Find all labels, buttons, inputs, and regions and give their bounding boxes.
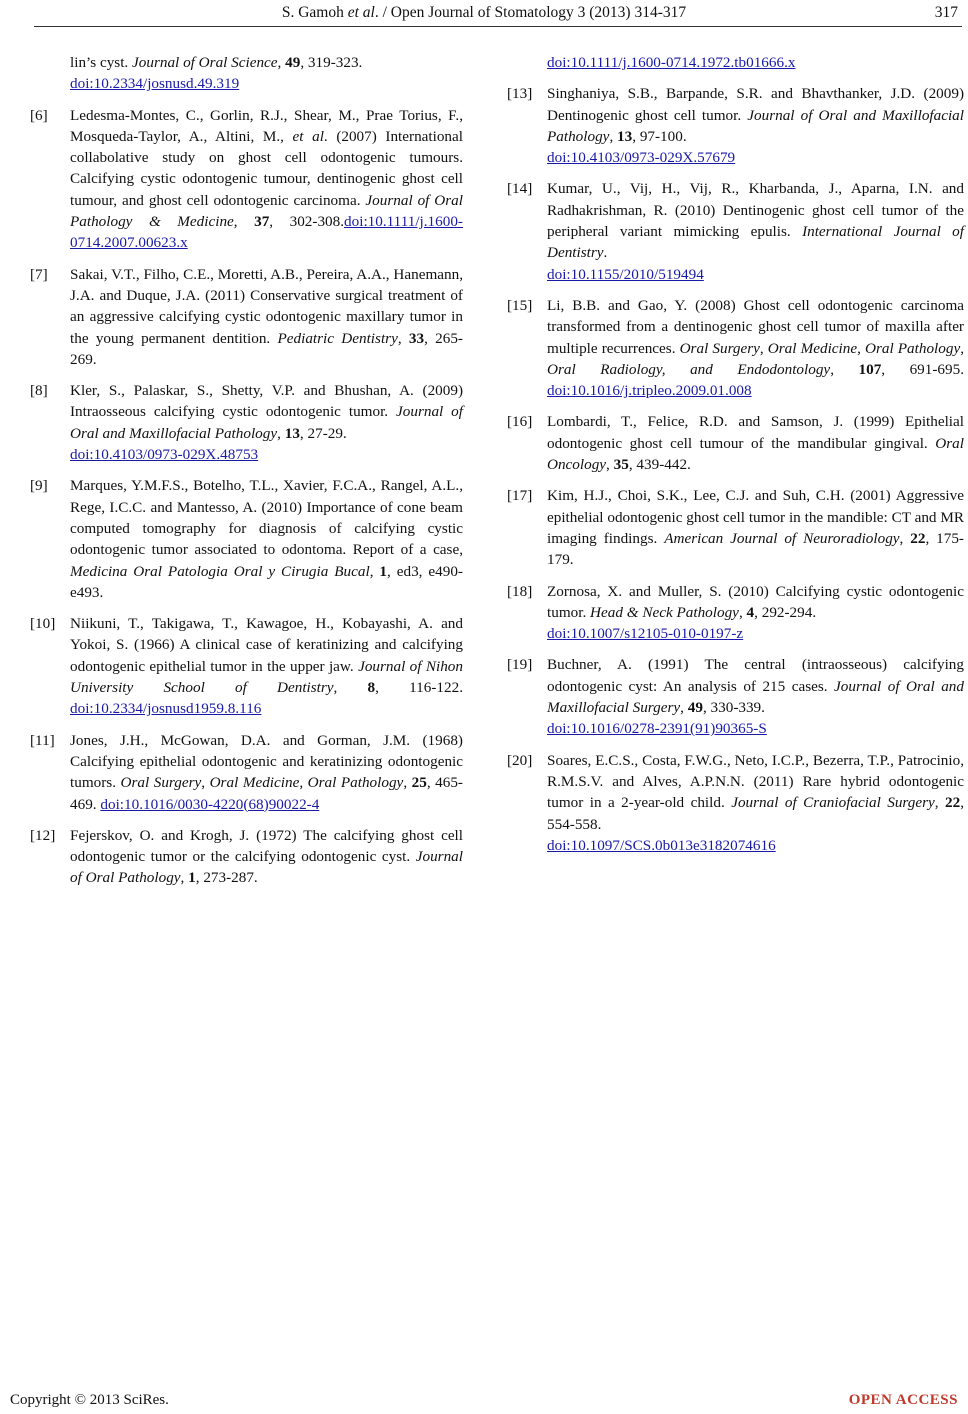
- reference-number: [8]: [30, 382, 48, 400]
- copyright-notice: Copyright © 2013 SciRes.: [10, 1392, 169, 1408]
- reference-number: [7]: [30, 265, 48, 283]
- doi-link[interactable]: doi:10.1016/0030-4220(68)90022-4: [100, 795, 320, 813]
- doi-link[interactable]: doi:10.4103/0973-029X.48753: [70, 446, 259, 464]
- reference-20: [20] Soares, E.C.S., Costa, F.W.G., Neto, I.C.P., Bezerra, T.P., Patrocinio, R.M.S.V. and Alves, A.P.N.N. (2011) Rare hybrid odontogenic tumor in a 2-year-old child. Journal of Craniofacial Surgery, 22, 554-558. doi:10.1097/SCS.0b013e3182074616: [507, 751, 964, 854]
- reference-number: [10]: [30, 615, 56, 633]
- reference-11: [11] Jones, J.H., McGowan, D.A. and Gorman, J.M. (1968) Calcifying epithelial odontogenic and keratinizing odontogenic tumors. Oral Surgery, Oral Medicine, Oral Pathology, 25, 465-469. doi:10.1016/0030-4220(68)90022-4: [30, 731, 463, 813]
- reference-number: [20]: [507, 751, 533, 769]
- running-title: S. Gamoh et al. / Open Journal of Stomatology 3 (2013) 314-317: [281, 4, 687, 21]
- reference-number: [6]: [30, 106, 48, 124]
- reference-number: [12]: [30, 826, 56, 844]
- doi-link[interactable]: doi:10.2334/josnusd1959.8.116: [70, 700, 262, 718]
- reference-13: [13] Singhaniya, S.B., Barpande, S.R. and Bhavthanker, J.D. (2009) Dentinogenic ghost cell tumor. Journal of Oral and Maxillofacial Pathology, 13, 97-100. doi:10.4103/0973-029X.57679: [507, 85, 964, 167]
- doi-link[interactable]: doi:10.1016/j.tripleo.2009.01.008: [547, 382, 752, 400]
- reference-number: [18]: [507, 582, 533, 600]
- doi-link[interactable]: doi:10.1111/j.1600-0714.1972.tb01666.x: [547, 54, 796, 71]
- reference-number: [13]: [507, 85, 533, 103]
- doi-link[interactable]: doi:10.1007/s12105-010-0197-z: [547, 625, 744, 643]
- reference-number: [14]: [507, 180, 533, 198]
- reference-number: [16]: [507, 413, 533, 431]
- reference-number: [11]: [30, 731, 55, 749]
- reference-6: [6] Ledesma-Montes, C., Gorlin, R.J., Shear, M., Prae Torius, F., Mosqueda-Taylor, A., Altini, M., et al. (2007) International collabolative study on ghost cell odontogenic tumours. Calcifying cystic odontogenic tumour, dentinogenic ghost cell tumour, and ghost cell odontogenic carcinoma. Journal of Oral Pathology & Medicine, 37, 302-308.doi:10.1111/j.1600-0714.2007.00623.x: [30, 106, 463, 252]
- reference-16: [16] Lombardi, T., Felice, R.D. and Samson, J. (1999) Epithelial odontogenic ghost cell tumour of the mandibular gingival. Oral Oncology, 35, 439-442.: [507, 413, 964, 474]
- open-access-label: OPEN ACCESS: [848, 1392, 958, 1408]
- reference-7: [7] Sakai, V.T., Filho, C.E., Moretti, A.B., Pereira, A.A., Hanemann, J.A. and Duque, J.A. (2011) Conservative surgical treatment of an aggressive calcifying cystic odontogenic maxillary tumor in the young permanent dentition. Pediatric Dentistry, 33, 265-269.: [30, 265, 463, 368]
- reference-number: [9]: [30, 477, 48, 495]
- reference-10: [10] Niikuni, T., Takigawa, T., Kawagoe, H., Kobayashi, A. and Yokoi, S. (1966) A clinical case of keratinizing and calcifying odontogenic epithelial tumor in the upper jaw. Journal of Nihon University School of Dentistry, 8, 116-122. doi:10.2334/josnusd1959.8.116: [30, 615, 463, 718]
- reference-8: [8] Kler, S., Palaskar, S., Shetty, V.P. and Bhushan, A. (2009) Intraosseous calcifying cystic odontogenic tumor. Journal of Oral and Maxillofacial Pathology, 13, 27-29. doi:10.4103/0973-029X.48753: [30, 382, 463, 464]
- reference-continuation: [507, 52, 964, 73]
- left-column: [30, 52, 463, 899]
- doi-link[interactable]: doi:10.1111/j.1600-0714.2007.00623.x: [70, 213, 463, 252]
- right-column: [507, 52, 964, 866]
- reference-9: [9] Marques, Y.M.F.S., Botelho, T.L., Xavier, F.C.A., Rangel, A.L., Rege, I.C.C. and Mantesso, A. (2010) Importance of cone beam computed tomography for diagnosis of calcifying cystic odontogenic tumor associated to odontoma. Report of a case, Medicina Oral Patologia Oral y Cirugia Bucal, 1, ed3, e490-e493.: [30, 477, 463, 601]
- doi-link[interactable]: doi:10.1155/2010/519494: [547, 265, 704, 283]
- page-number: 317: [934, 4, 958, 21]
- reference-15: [15] Li, B.B. and Gao, Y. (2008) Ghost cell odontogenic carcinoma transformed from a dentinogenic ghost cell tumor of maxilla after multiple recurrences. Oral Surgery, Oral Medicine, Oral Pathology, Oral Radiology, and Endodontology, 107, 691-695. doi:10.1016/j.tripleo.2009.01.008: [507, 296, 965, 400]
- doi-link[interactable]: doi:10.4103/0973-029X.57679: [547, 149, 736, 167]
- doi-link[interactable]: doi:10.1016/0278-2391(91)90365-S: [547, 720, 767, 738]
- reference-number: [15]: [507, 296, 533, 314]
- reference-18: [18] Zornosa, X. and Muller, S. (2010) Calcifying cystic odontogenic tumor. Head & Neck Pathology, 4, 292-294. doi:10.1007/s12105-010-0197-z: [507, 582, 964, 643]
- doi-link[interactable]: doi:10.1097/SCS.0b013e3182074616: [547, 836, 776, 854]
- reference-17: [17] Kim, H.J., Choi, S.K., Lee, C.J. and Suh, C.H. (2001) Aggressive epithelial odontogenic ghost cell tumor in the mandible: CT and MR imaging findings. American Journal of Neuroradiology, 22, 175-179.: [507, 487, 964, 569]
- reference-number: [17]: [507, 487, 533, 505]
- running-header: [0, 0, 968, 30]
- doi-link[interactable]: doi:10.2334/josnusd.49.319: [70, 75, 240, 93]
- reference-14: [14] Kumar, U., Vij, H., Vij, R., Kharbanda, J., Aparna, I.N. and Radhakrishman, R. (2010) Dentinogenic ghost cell tumor of the peripheral variant mimicking epulis. International Journal of Dentistry. doi:10.1155/2010/519494: [507, 180, 964, 283]
- reference-number: [19]: [507, 656, 533, 674]
- reference-19: [19] Buchner, A. (1991) The central (intraosseous) calcifying odontogenic cyst: An analysis of 215 cases. Journal of Oral and Maxillofacial Surgery, 49, 330-339. doi:10.1016/0278-2391(91)90365-S: [507, 656, 964, 738]
- reference-continuation: lin’s cyst. Journal of Oral Science, 49, 319-323. doi:10.2334/josnusd.49.319: [70, 54, 363, 93]
- header-rule: [34, 26, 962, 27]
- reference-12: [12] Fejerskov, O. and Krogh, J. (1972) The calcifying ghost cell odontogenic tumor or the calcifying odontogenic cyst. Journal of Oral Pathology, 1, 273-287.: [30, 826, 463, 887]
